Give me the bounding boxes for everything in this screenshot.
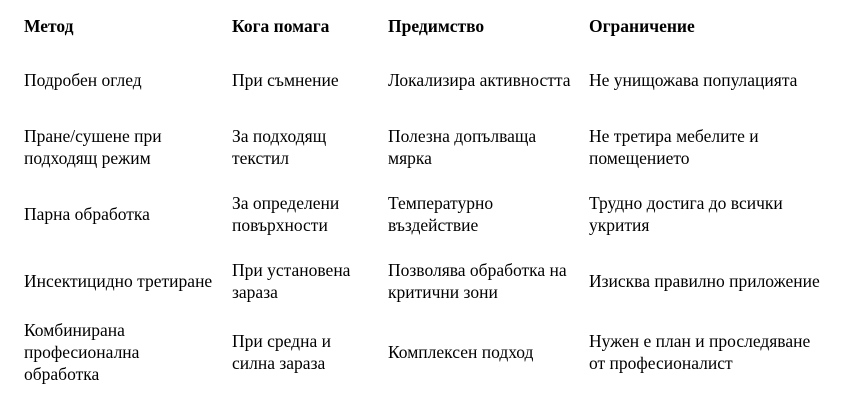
- table-row: [16, 247, 836, 314]
- header-method: Метод: [24, 16, 74, 36]
- table-header-row: [16, 6, 836, 46]
- cell-advantage: Комплексен подход: [388, 342, 534, 362]
- cell-method: Парна обработка: [24, 203, 150, 224]
- cell-advantage: Полезна допълваща мярка: [388, 125, 537, 168]
- cell-limitation: Не унищожава популацията: [589, 69, 798, 90]
- cell-limitation: Не третира мебелите и помещението: [589, 125, 759, 168]
- cell-method: Комбинирана професионална обработка: [24, 320, 140, 384]
- cell-method: Инсектицидно третиране: [24, 270, 213, 291]
- table-row: [16, 180, 836, 247]
- cell-when-helps: При средна и силна зараза: [232, 331, 331, 373]
- cell-limitation: Изисква правилно приложение: [589, 270, 820, 291]
- cell-when-helps: При установена зараза: [232, 259, 351, 302]
- cell-method: Пране/сушене при подходящ режим: [24, 125, 162, 168]
- table-row: [16, 113, 836, 180]
- header-limitation: Ограничение: [589, 16, 695, 36]
- cell-advantage: Позволява обработка на критични зони: [388, 259, 567, 302]
- table-row: [16, 46, 836, 113]
- header-when-helps: Кога помага: [232, 16, 330, 36]
- cell-advantage: Локализира активността: [388, 69, 571, 90]
- cell-when-helps: За определени повърхности: [232, 192, 340, 235]
- cell-limitation: Трудно достига до всички укрития: [589, 192, 783, 235]
- table-row: [16, 314, 836, 390]
- header-advantage: Предимство: [388, 16, 485, 36]
- cell-advantage: Температурно въздействие: [388, 192, 494, 235]
- cell-method: Подробен оглед: [24, 69, 142, 90]
- methods-table: [16, 6, 836, 390]
- cell-when-helps: За подходящ текстил: [232, 125, 327, 168]
- cell-when-helps: При съмнение: [232, 69, 339, 90]
- cell-limitation: Нужен е план и проследяване от професионалист: [589, 331, 811, 373]
